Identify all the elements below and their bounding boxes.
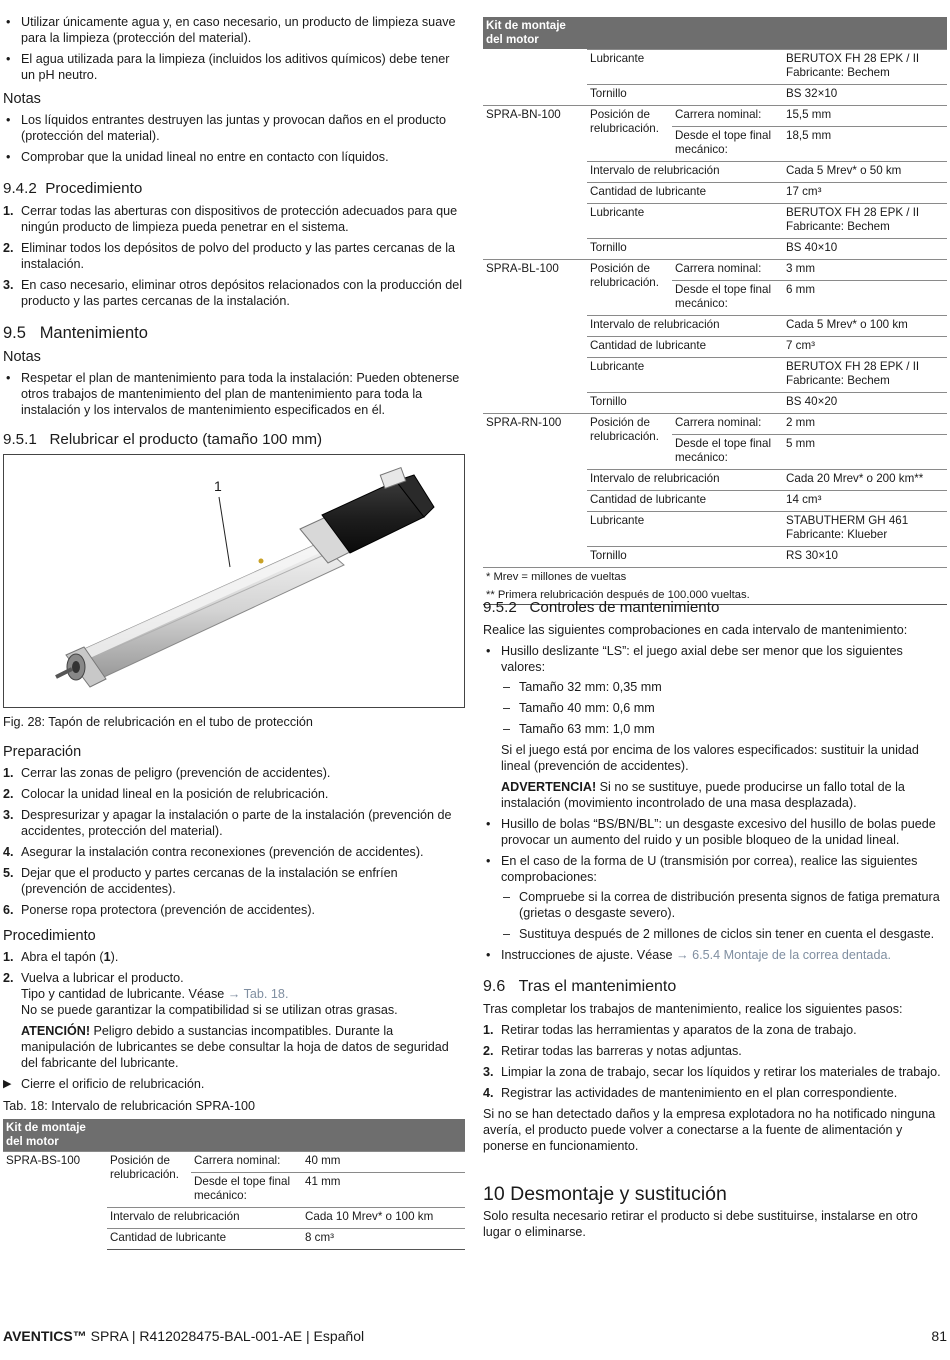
paragraph: Tras completar los trabajos de mantenimiento, realice los siguientes pasos: xyxy=(483,1002,903,1016)
list-item: • Husillo deslizante “LS”: el juego axial debe ser menor que los siguientes valores: – Tamaño 32 mm: 0,35 mm – Tamaño 40 mm: 0,6 mm – Tamaño 63 mm: 1,0 mm Si el juego está por encima de los valores especificados: sustituir la unidad lineal (prevención de accidentes). ADVERTENCIA! Si no se sustituye, puede producirse un fallo total de la instalación (movimiento incontrolado de una masa desplazada). xyxy=(483,643,947,811)
right-column-text xyxy=(483,600,947,1245)
action-step: ▶ Cierre el orificio de relubricación. xyxy=(3,1077,205,1091)
dash-list xyxy=(501,679,947,737)
figure-callout-label: 1 xyxy=(214,478,222,494)
table-header: Kit de montaje del motor xyxy=(483,17,587,49)
section-heading-9-5: 9.5 Mantenimiento xyxy=(3,324,148,342)
list-item: • Los líquidos entrantes destruyen las juntas y provocan daños en el producto (protección del material). xyxy=(3,112,465,144)
list-item: 5. Dejar que el producto y partes cercanas de la instalación se enfríen (prevención de accidentes). xyxy=(3,866,398,896)
list-item: 1. Retirar todas las herramientas y aparatos de la zona de trabajo. xyxy=(483,1023,857,1037)
table-caption: Tab. 18: Intervalo de relubricación SPRA-100 xyxy=(3,1099,256,1113)
table-footnote: ** Primera relubricación después de 100.000 vueltas. xyxy=(486,588,750,601)
list-item: – Tamaño 32 mm: 0,35 mm xyxy=(501,679,947,695)
tab-18-link[interactable]: → Tab. 18. xyxy=(227,987,289,1001)
paragraph: Si no se han detectado daños y la empresa explotadora no ha notificado ninguna avería, el producto puede volver a conectarse a la fuente de alimentación y ponerse en funcionamiento. xyxy=(483,1107,936,1153)
attention-label: ATENCIÓN! xyxy=(21,1024,91,1038)
notes-heading: Notas xyxy=(3,349,41,365)
notes-heading: Notas xyxy=(3,91,41,107)
belt-mounting-link[interactable]: → 6.5.4 Montaje de la correa dentada. xyxy=(676,948,891,962)
table-header: Kit de montaje del motor xyxy=(3,1119,107,1152)
table-footnote: * Mrev = millones de vueltas xyxy=(483,567,947,586)
procedure-heading: Procedimiento xyxy=(3,928,96,944)
list-item: • En el caso de la forma de U (transmisión por correa), realice las siguientes comprobaciones: – Compruebe si la correa de distribución presenta signos de fatiga prematura (grietas o desgaste severo). – Sustituya después de 2 millones de ciclos sin tener en cuenta el desgaste. xyxy=(483,853,947,942)
page-number: 81 xyxy=(931,1328,947,1344)
relubrication-table-main: Kit de montaje del motor Lubricante BERUTOX FH 28 EPK / II Fabricante: Bechem Tornillo BS 32×10 SPRA-BN-100 Posición de relubricación. Carrera nominal: 15,5 mm Desde el tope final mecánico: 18,5 mm Intervalo de relubricación Cada 5 Mrev* o 50 km Cantidad de lubricante 17 cm³ Lubricante BERUTOX FH 28 EPK / II Fabricante: Bechem Tornillo BS 40×10 SPRA-BL-100 Posición de relubricación. Carrera nominal: 3 mm Desde el tope final mecánico: 6 mm Intervalo de relubricación Cada 5 Mrev* o 100 km Cantidad de lubricante 7 cm³ Lubricante BERUTOX FH 28 EPK / II Fabricante: Bechem Tornillo BS 40×20 SPRA-RN-100 Posición de relubricación. Carrera nominal: 2 mm Desde el tope final mecánico: 5 mm Intervalo de relubricación Cada 20 Mrev* o 200 km** Cantidad de lubricante 14 cm³ Lubricante STABUTHERM GH 461 Fabricante: Klueber Tornillo RS 30×10 * Mrev = millones de vueltas ** Primera relubricación después de 100.000 vueltas. xyxy=(483,17,947,605)
maintenance-checks xyxy=(483,643,947,963)
post-maintenance-steps xyxy=(483,1022,947,1101)
procedure-list xyxy=(3,203,465,309)
preparation-heading: Preparación xyxy=(3,744,82,760)
relubrication-figure xyxy=(3,454,465,708)
brand-name: AVENTICS™ xyxy=(3,1328,87,1344)
list-item: 3. En caso necesario, eliminar otros depósitos relacionados con la producción del producto y las partes cercanas de la instalación. xyxy=(3,278,463,308)
list-item: 1. Cerrar todas las aberturas con dispositivos de protección adecuados para que ningún producto de limpieza pueda penetrar en el sistema. xyxy=(3,204,458,234)
triangle-arrow-icon: ▶ xyxy=(3,1078,12,1090)
list-item: 3. Despresurizar y apagar la instalación o parte de la instalación (prevención de accidentes, protección del material). xyxy=(3,808,452,838)
linear-unit-illustration xyxy=(4,455,464,707)
preparation-list xyxy=(3,765,465,918)
list-item: • Comprobar que la unidad lineal no entre en contacto con líquidos. xyxy=(3,149,465,165)
chapter-heading-10: 10 Desmontaje y sustitución xyxy=(483,1183,727,1205)
list-item: 4. Asegurar la instalación contra reconexiones (prevención de accidentes). xyxy=(3,845,424,859)
cleaning-bullets xyxy=(3,14,465,83)
list-item: 2. Eliminar todos los depósitos de polvo del producto y las partes cercanas de la instalación. xyxy=(3,241,456,271)
list-item: 3. Limpiar la zona de trabajo, secar los líquidos y retirar los materiales de trabajo. xyxy=(483,1065,941,1079)
section-heading-9-5-2: 9.5.2 Controles de mantenimiento xyxy=(483,599,720,616)
list-item: – Compruebe si la correa de distribución presenta signos de fatiga prematura (grietas o desgaste severo). xyxy=(501,889,947,921)
section-heading-9-4-2: 9.4.2 Procedimiento xyxy=(3,180,143,197)
list-item: • Utilizar únicamente agua y, en caso necesario, un producto de limpieza suave para la limpieza (protección del material). xyxy=(3,14,465,46)
list-item: 1. Abra el tapón (1). xyxy=(3,950,119,964)
list-item: – Tamaño 63 mm: 1,0 mm xyxy=(501,721,947,737)
list-item: 2. Retirar todas las barreras y notas adjuntas. xyxy=(483,1044,742,1058)
relubrication-procedure xyxy=(3,949,465,1071)
list-item: – Tamaño 40 mm: 0,6 mm xyxy=(501,700,947,716)
list-item: 2. Vuelva a lubricar el producto. Tipo y cantidad de lubricante. Véase → Tab. 18. No se puede garantizar la compatibilidad si se utilizan otras grasas. ATENCIÓN! Peligro debido a sustancias incompatibles. Durante la manipulación de lubricantes se debe consultar la hoja de datos de seguridad del fabricante del lubricante. xyxy=(3,971,449,1070)
list-item: 2. Colocar la unidad lineal en la posición de relubricación. xyxy=(3,787,329,801)
maintenance-notes xyxy=(3,370,465,418)
list-item: • Instrucciones de ajuste. Véase → 6.5.4 Montaje de la correa dentada. xyxy=(483,947,947,963)
list-item: – Sustituya después de 2 millones de ciclos sin tener en cuenta el desgaste. xyxy=(501,926,947,942)
list-item: • Husillo de bolas “BS/BN/BL”: un desgaste excesivo del husillo de bolas puede provocar un aumento del ruido y un posible bloqueo de la unidad lineal. xyxy=(483,816,947,848)
list-item: • Respetar el plan de mantenimiento para toda la instalación: Pueden obtenerse otros trabajos de mantenimiento del plan de mantenimiento para toda la instalación y los intervalos de mantenimiento especificados en él. xyxy=(3,370,465,418)
right-table-block xyxy=(483,17,947,605)
list-item: 6. Ponerse ropa protectora (prevención de accidentes). xyxy=(3,903,316,917)
paragraph: Solo resulta necesario retirar el producto si debe sustituirse, instalarse en otro lugar o eliminarse. xyxy=(483,1209,918,1239)
section-heading-9-5-1: 9.5.1 Relubricar el producto (tamaño 100 mm) xyxy=(3,431,323,448)
notes-bullets xyxy=(3,112,465,165)
page-footer xyxy=(3,1328,947,1344)
warning-label: ADVERTENCIA! xyxy=(501,780,597,794)
section-heading-9-6: 9.6 Tras el mantenimiento xyxy=(483,978,677,995)
paragraph: Realice las siguientes comprobaciones en cada intervalo de mantenimiento: xyxy=(483,623,908,637)
left-column xyxy=(3,14,465,1250)
dash-list xyxy=(501,889,947,942)
figure-caption: Fig. 28: Tapón de relubricación en el tubo de protección xyxy=(3,715,313,729)
relubrication-table-bs: Kit de montaje del motor SPRA-BS-100 Posición de relubricación. Carrera nominal: 40 mm Desde el tope final mecánico: 41 mm Intervalo de relubricación Cada 10 Mrev* o 100 km Cantidad de lubricante 8 cm³ xyxy=(3,1119,465,1250)
list-item: • El agua utilizada para la limpieza (incluidos los aditivos químicos) debe tener un pH neutro. xyxy=(3,51,465,83)
list-item: 4. Registrar las actividades de mantenimiento en el plan correspondiente. xyxy=(483,1086,898,1100)
footer-doc-info: AVENTICS™ SPRA | R412028475-BAL-001-AE | Español xyxy=(3,1328,365,1344)
list-item: 1. Cerrar las zonas de peligro (prevención de accidentes). xyxy=(3,766,331,780)
